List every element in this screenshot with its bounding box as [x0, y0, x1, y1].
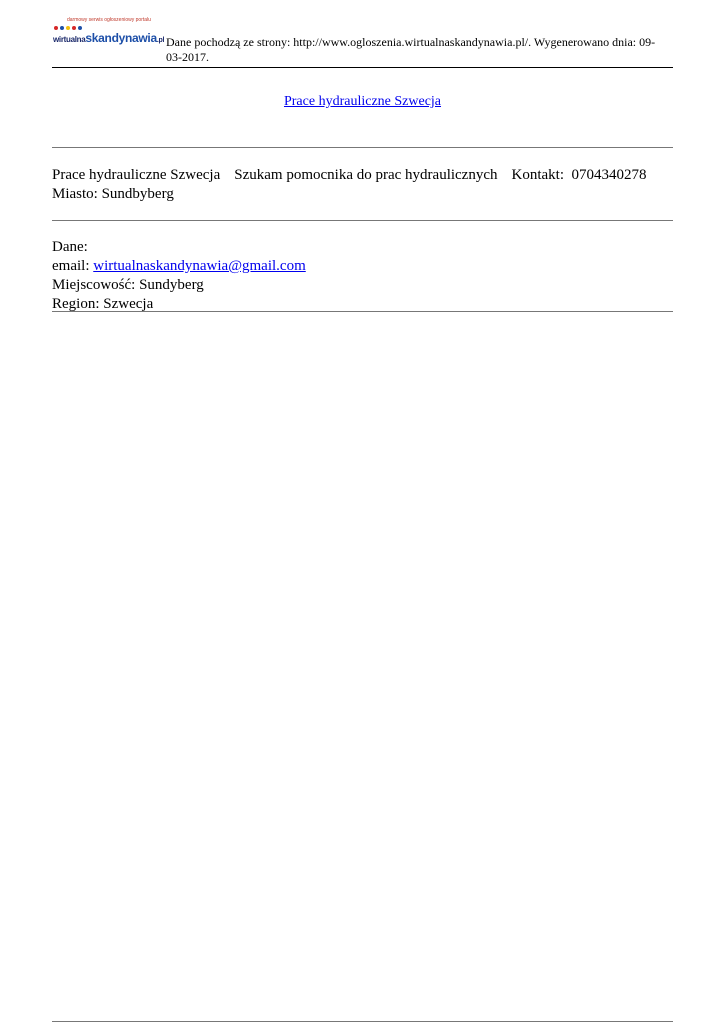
details-heading: Dane:	[52, 239, 88, 255]
logo-part-2: skandynawia	[85, 31, 157, 45]
page-title	[0, 94, 725, 110]
region-label: Region:	[52, 296, 100, 312]
logo-part-3: .pl	[156, 37, 165, 44]
email-line	[52, 257, 673, 276]
header-divider	[52, 67, 673, 68]
site-logo	[53, 17, 165, 47]
logo-tagline: darmowy serwis ogłoszeniowy portalu	[67, 17, 151, 23]
ad-description: Szukam pomocnika do prac hydraulicznych	[234, 167, 498, 183]
ad-title: Prace hydrauliczne Szwecja	[52, 167, 221, 183]
locality-value: Sundyberg	[139, 277, 204, 293]
logo-wordmark	[53, 29, 164, 47]
ad-summary-line	[52, 166, 673, 185]
email-label: email:	[52, 258, 90, 274]
details-section	[52, 238, 673, 314]
details-divider	[52, 311, 673, 312]
email-link[interactable]: wirtualnaskandynawia@gmail.com	[93, 258, 306, 274]
footer-divider	[52, 1021, 673, 1022]
logo-part-1: wirtualna	[53, 35, 86, 44]
contact-phone: 0704340278	[571, 167, 647, 183]
ad-city-line	[52, 185, 673, 204]
locality-line	[52, 276, 673, 295]
locality-label: Miejscowość:	[52, 277, 136, 293]
source-note: Dane pochodzą ze strony: http://www.ogloszenia.wirtualnaskandynawia.pl/. Wygenerowano dnia: 09-03-2017.	[166, 35, 656, 64]
city-label: Miasto:	[52, 186, 98, 202]
title-divider	[52, 147, 673, 148]
title-link[interactable]: Prace hydrauliczne Szwecja	[283, 94, 442, 109]
contact-label: Kontakt:	[511, 167, 564, 183]
region-value: Szwecja	[103, 296, 154, 312]
ad-divider	[52, 220, 673, 221]
ad-summary	[52, 166, 673, 204]
city-value: Sundbyberg	[101, 186, 174, 202]
